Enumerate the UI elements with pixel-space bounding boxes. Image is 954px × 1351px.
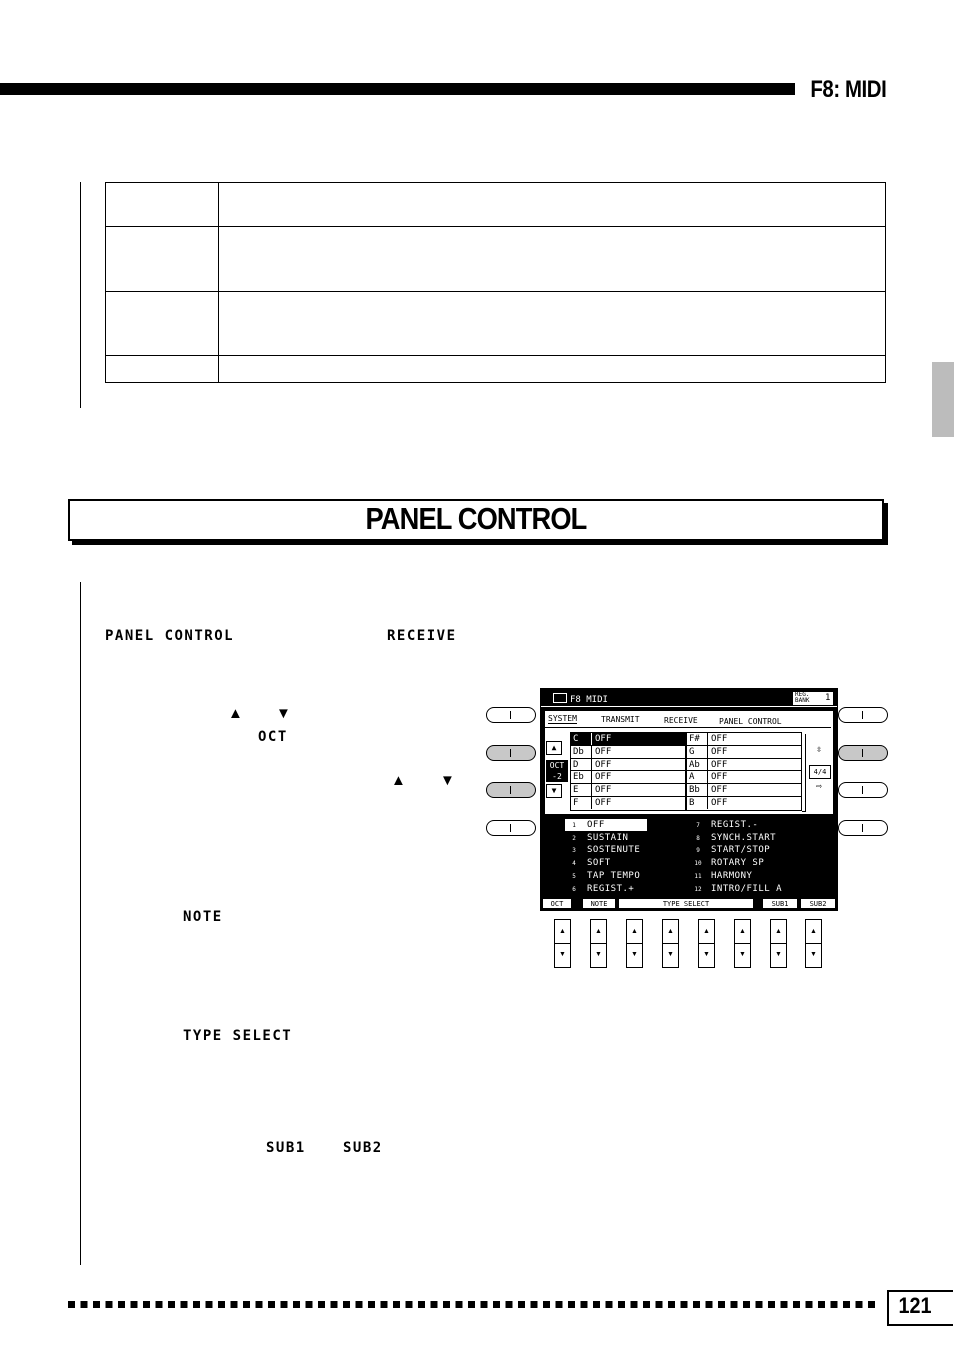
section-title: PANEL CONTROL [365,501,587,536]
type-option[interactable] [565,857,611,869]
note-value: OFF [711,798,728,808]
bottom-label: SUB1 [763,899,797,908]
note-name: Eb [573,772,584,783]
note-row[interactable] [687,797,801,810]
type-number: 10 [694,860,702,868]
note-name: A [689,772,695,783]
panel-button-7[interactable] [770,919,787,968]
type-label: REGIST.- [711,820,759,830]
type-label: SYNCH.START [711,832,777,843]
screen-title: F8 MIDI [570,695,608,705]
reg-bank-number: 1 [825,693,831,703]
note-name: G [689,746,695,757]
note-row[interactable] [571,771,685,784]
type-number: 6 [572,885,576,893]
note-row[interactable] [687,784,801,797]
sub2-label: SUB2 [343,1140,383,1156]
panel-button-6[interactable] [734,919,751,968]
type-option[interactable] [689,883,782,895]
table-row [106,356,886,383]
type-option[interactable] [565,883,634,895]
type-number: 12 [694,885,702,893]
midi-icon [553,693,567,703]
type-option[interactable] [565,844,640,856]
oct-value: -2 [552,772,562,781]
panel-button-3[interactable] [626,919,643,968]
note-name: F [573,798,579,808]
note-row[interactable] [571,733,685,746]
note-row[interactable] [571,797,685,810]
margin-rule [80,182,81,408]
up-arrow-icon[interactable]: ▲ [627,920,642,944]
page-scroll-icon[interactable]: ⇳ [815,744,823,755]
side-button-1[interactable] [486,707,536,723]
type-option[interactable] [689,870,752,882]
type-option[interactable] [689,819,758,831]
note-value: OFF [595,734,612,744]
type-number: 7 [696,822,700,829]
footer-dotted-rule [68,1301,880,1308]
type-option[interactable] [565,832,628,844]
type-label: REGIST.+ [587,883,635,894]
note-name: E [573,785,579,796]
type-number: 9 [696,847,700,855]
note-value: OFF [595,746,612,757]
tab-receive[interactable]: RECEIVE [664,716,698,725]
up-arrow-icon: ▲ [228,705,243,722]
panel-button-2[interactable] [590,919,607,968]
up-arrow-icon[interactable]: ▲ [663,920,678,944]
up-arrow-icon[interactable]: ▲ [699,920,714,944]
type-label: OFF [587,820,605,830]
type-number: 4 [572,860,576,868]
bottom-label: NOTE [583,899,615,908]
chapter-tab [932,362,954,437]
note-value: OFF [595,772,612,783]
down-arrow-icon[interactable]: ▼ [667,951,674,958]
type-option[interactable] [565,870,640,882]
octave-down-icon[interactable]: ▼ [546,784,562,798]
type-label: TAP TEMPO [587,870,641,881]
type-option[interactable] [689,832,776,844]
note-grid-left [570,732,686,811]
note-name: C [573,734,579,744]
down-arrow-icon[interactable]: ▼ [631,951,638,958]
note-value: OFF [595,785,612,796]
note-value: OFF [711,785,728,796]
exit-icon[interactable]: ⇨ [815,781,823,792]
header-rule [0,83,795,95]
lcd-screen [540,688,838,911]
down-arrow-icon[interactable]: ▼ [703,951,710,958]
note-name: Bb [689,785,700,796]
type-label: SOSTENUTE [587,845,641,856]
receive-label: RECEIVE [387,628,457,644]
note-row[interactable] [571,759,685,772]
tab-system[interactable]: SYSTEM [548,714,577,723]
sub1-label: SUB1 [266,1140,306,1156]
note-value: OFF [595,798,612,808]
type-option[interactable] [689,857,764,869]
margin-rule [80,582,81,1265]
side-button-2[interactable] [486,745,536,761]
down-arrow-icon: ▼ [440,772,455,789]
type-number: 1 [572,822,576,829]
note-grid-right [686,732,802,811]
page-number: 121 [898,1293,932,1318]
octave-up-icon[interactable]: ▲ [546,741,562,755]
down-arrow-icon[interactable]: ▼ [559,951,566,958]
note-value: OFF [711,746,728,757]
note-value: OFF [711,759,728,770]
panel-button-5[interactable] [698,919,715,968]
up-arrow-icon: ▲ [391,772,406,789]
bottom-label: TYPE SELECT [619,899,753,908]
type-label: SUSTAIN [587,832,629,843]
tab-transmit[interactable]: TRANSMIT [601,715,640,724]
type-number: 8 [696,834,700,842]
bottom-label: OCT [543,899,571,908]
table-row [106,183,886,227]
up-arrow-icon[interactable]: ▲ [771,920,786,944]
type-label: HARMONY [711,870,753,881]
type-option[interactable] [689,844,770,856]
parameter-table [105,182,886,383]
type-select-label: TYPE SELECT [183,1028,293,1044]
reg-bank-label: REG. BANK [795,691,810,704]
type-select-list [541,819,837,901]
note-value: OFF [595,759,612,770]
note-name: D [573,759,579,770]
side-button-3[interactable] [486,782,536,798]
down-arrow-icon: ▼ [276,705,291,722]
note-row[interactable] [687,746,801,759]
side-button-8[interactable] [838,820,888,836]
panel-button-4[interactable] [662,919,679,968]
note-row[interactable] [687,759,801,772]
note-value: OFF [711,734,728,744]
page-indicator: 4/4 [809,765,831,779]
type-option[interactable] [565,819,647,831]
side-button-4[interactable] [486,820,536,836]
note-name: Db [573,746,584,757]
note-row[interactable] [687,733,801,746]
type-label: SOFT [587,858,611,869]
table-row [106,227,886,292]
type-number: 5 [572,872,576,880]
type-number: 2 [572,834,576,842]
side-button-7[interactable] [838,782,888,798]
down-arrow-icon[interactable]: ▼ [810,951,817,958]
note-value: OFF [711,772,728,783]
side-button-5[interactable] [838,707,888,723]
panel-button-1[interactable] [554,919,571,968]
side-button-6[interactable] [838,745,888,761]
down-arrow-icon[interactable]: ▼ [739,951,746,958]
table-row [106,292,886,356]
type-number: 3 [572,847,576,855]
note-row[interactable] [571,784,685,797]
panel-control-label: PANEL CONTROL [105,628,235,644]
up-arrow-icon[interactable]: ▲ [591,920,606,944]
down-arrow-icon[interactable]: ▼ [775,951,782,958]
up-arrow-icon[interactable]: ▲ [735,920,750,944]
note-label: NOTE [183,909,223,925]
note-row[interactable] [571,746,685,759]
type-label: ROTARY SP [711,858,765,869]
type-label: START/STOP [711,845,771,856]
page-header-title: F8: MIDI [810,76,886,103]
type-number: 11 [694,872,702,880]
up-arrow-icon[interactable]: ▲ [806,920,821,944]
down-arrow-icon[interactable]: ▼ [595,951,602,958]
oct-label: OCT [258,729,288,745]
oct-screen-label: OCT [549,761,565,770]
note-name: Ab [689,759,700,770]
bottom-label: SUB2 [801,899,835,908]
note-name: F# [689,734,700,744]
note-row[interactable] [687,771,801,784]
tab-panel-control[interactable]: PANEL CONTROL [719,717,782,726]
panel-button-8[interactable] [805,919,822,968]
note-name: B [689,798,695,808]
up-arrow-icon[interactable]: ▲ [555,920,570,944]
type-label: INTRO/FILL A [711,883,783,894]
bottom-label-bar [543,899,835,909]
